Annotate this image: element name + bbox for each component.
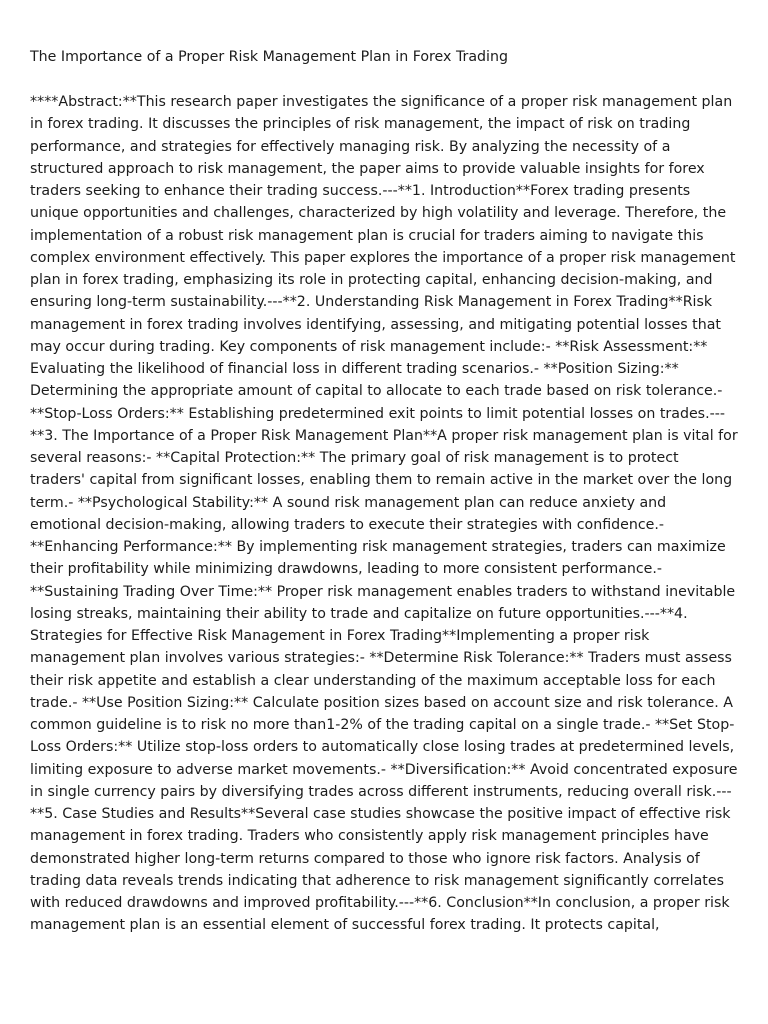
document-title: The Importance of a Proper Risk Management Plan in Forex Trading	[30, 49, 508, 65]
document-body: ****Abstract:**This research paper investigates the significance of a proper risk management plan in forex trading. It discusses the principles of risk management, the impact of risk on trading performance, and strategies for effectively managing risk. By analyzing the necessity of a structured approach to risk management, the paper aims to provide valuable insights for forex traders seeking to enhance their trading success.---**1. Introduction**Forex trading presents unique opportunities and challenges, characterized by high volatility and leverage. Therefore, the implementation of a robust risk management plan is crucial for traders aiming to navigate this complex environment effectively. This paper explores the importance of a proper risk management plan in forex trading, emphasizing its role in protecting capital, enhancing decision-making, and ensuring long-term sustainability.---**2. Understanding Risk Management in Forex Trading**Risk management in forex trading involves identifying, assessing, and mitigating potential losses that may occur during trading. Key components of risk management include:- **Risk Assessment:** Evaluating the likelihood of financial loss in different trading scenarios.- **Position Sizing:** Determining the appropriate amount of capital to allocate to each trade based on risk tolerance.- **Stop-Loss Orders:** Establishing predetermined exit points to limit potential losses on trades.---**3. The Importance of a Proper Risk Management Plan**A proper risk management plan is vital for several reasons:- **Capital Protection:** The primary goal of risk management is to protect traders' capital from significant losses, enabling them to remain active in the market over the long term.- **Psychological Stability:** A sound risk management plan can reduce anxiety and emotional decision-making, allowing traders to execute their strategies with confidence.- **Enhancing Performance:** By implementing risk management strategies, traders can maximize their profitability while minimizing drawdowns, leading to more consistent performance.- **Sustaining Trading Over Time:** Proper risk management enables traders to withstand inevitable losing streaks, maintaining their ability to trade and capitalize on future opportunities.---**4. Strategies for Effective Risk Management in Forex Trading**Implementing a proper risk management plan involves various strategies:- **Determine Risk Tolerance:** Traders must assess their risk appetite and establish a clear understanding of the maximum acceptable loss for each trade.- **Use Position Sizing:** Calculate position sizes based on account size and risk tolerance. A common guideline is to risk no more than1-2% of the trading capital on a single trade.- **Set Stop-Loss Orders:** Utilize stop-loss orders to automatically close losing trades at predetermined levels, limiting exposure to adverse market movements.- **Diversification:** Avoid concentrated exposure in single currency pairs by diversifying trades across different instruments, reducing overall risk.---**5. Case Studies and Results**Several case studies showcase the positive impact of effective risk management in forex trading. Traders who consistently apply risk management principles have demonstrated higher long-term returns compared to those who ignore risk factors. Analysis of trading data reveals trends indicating that adherence to risk management significantly correlates with reduced drawdowns and improved profitability.---**6. Conclusion**In conclusion, a proper risk management plan is an essential element of successful forex trading. It protects capital,	[30, 94, 738, 934]
